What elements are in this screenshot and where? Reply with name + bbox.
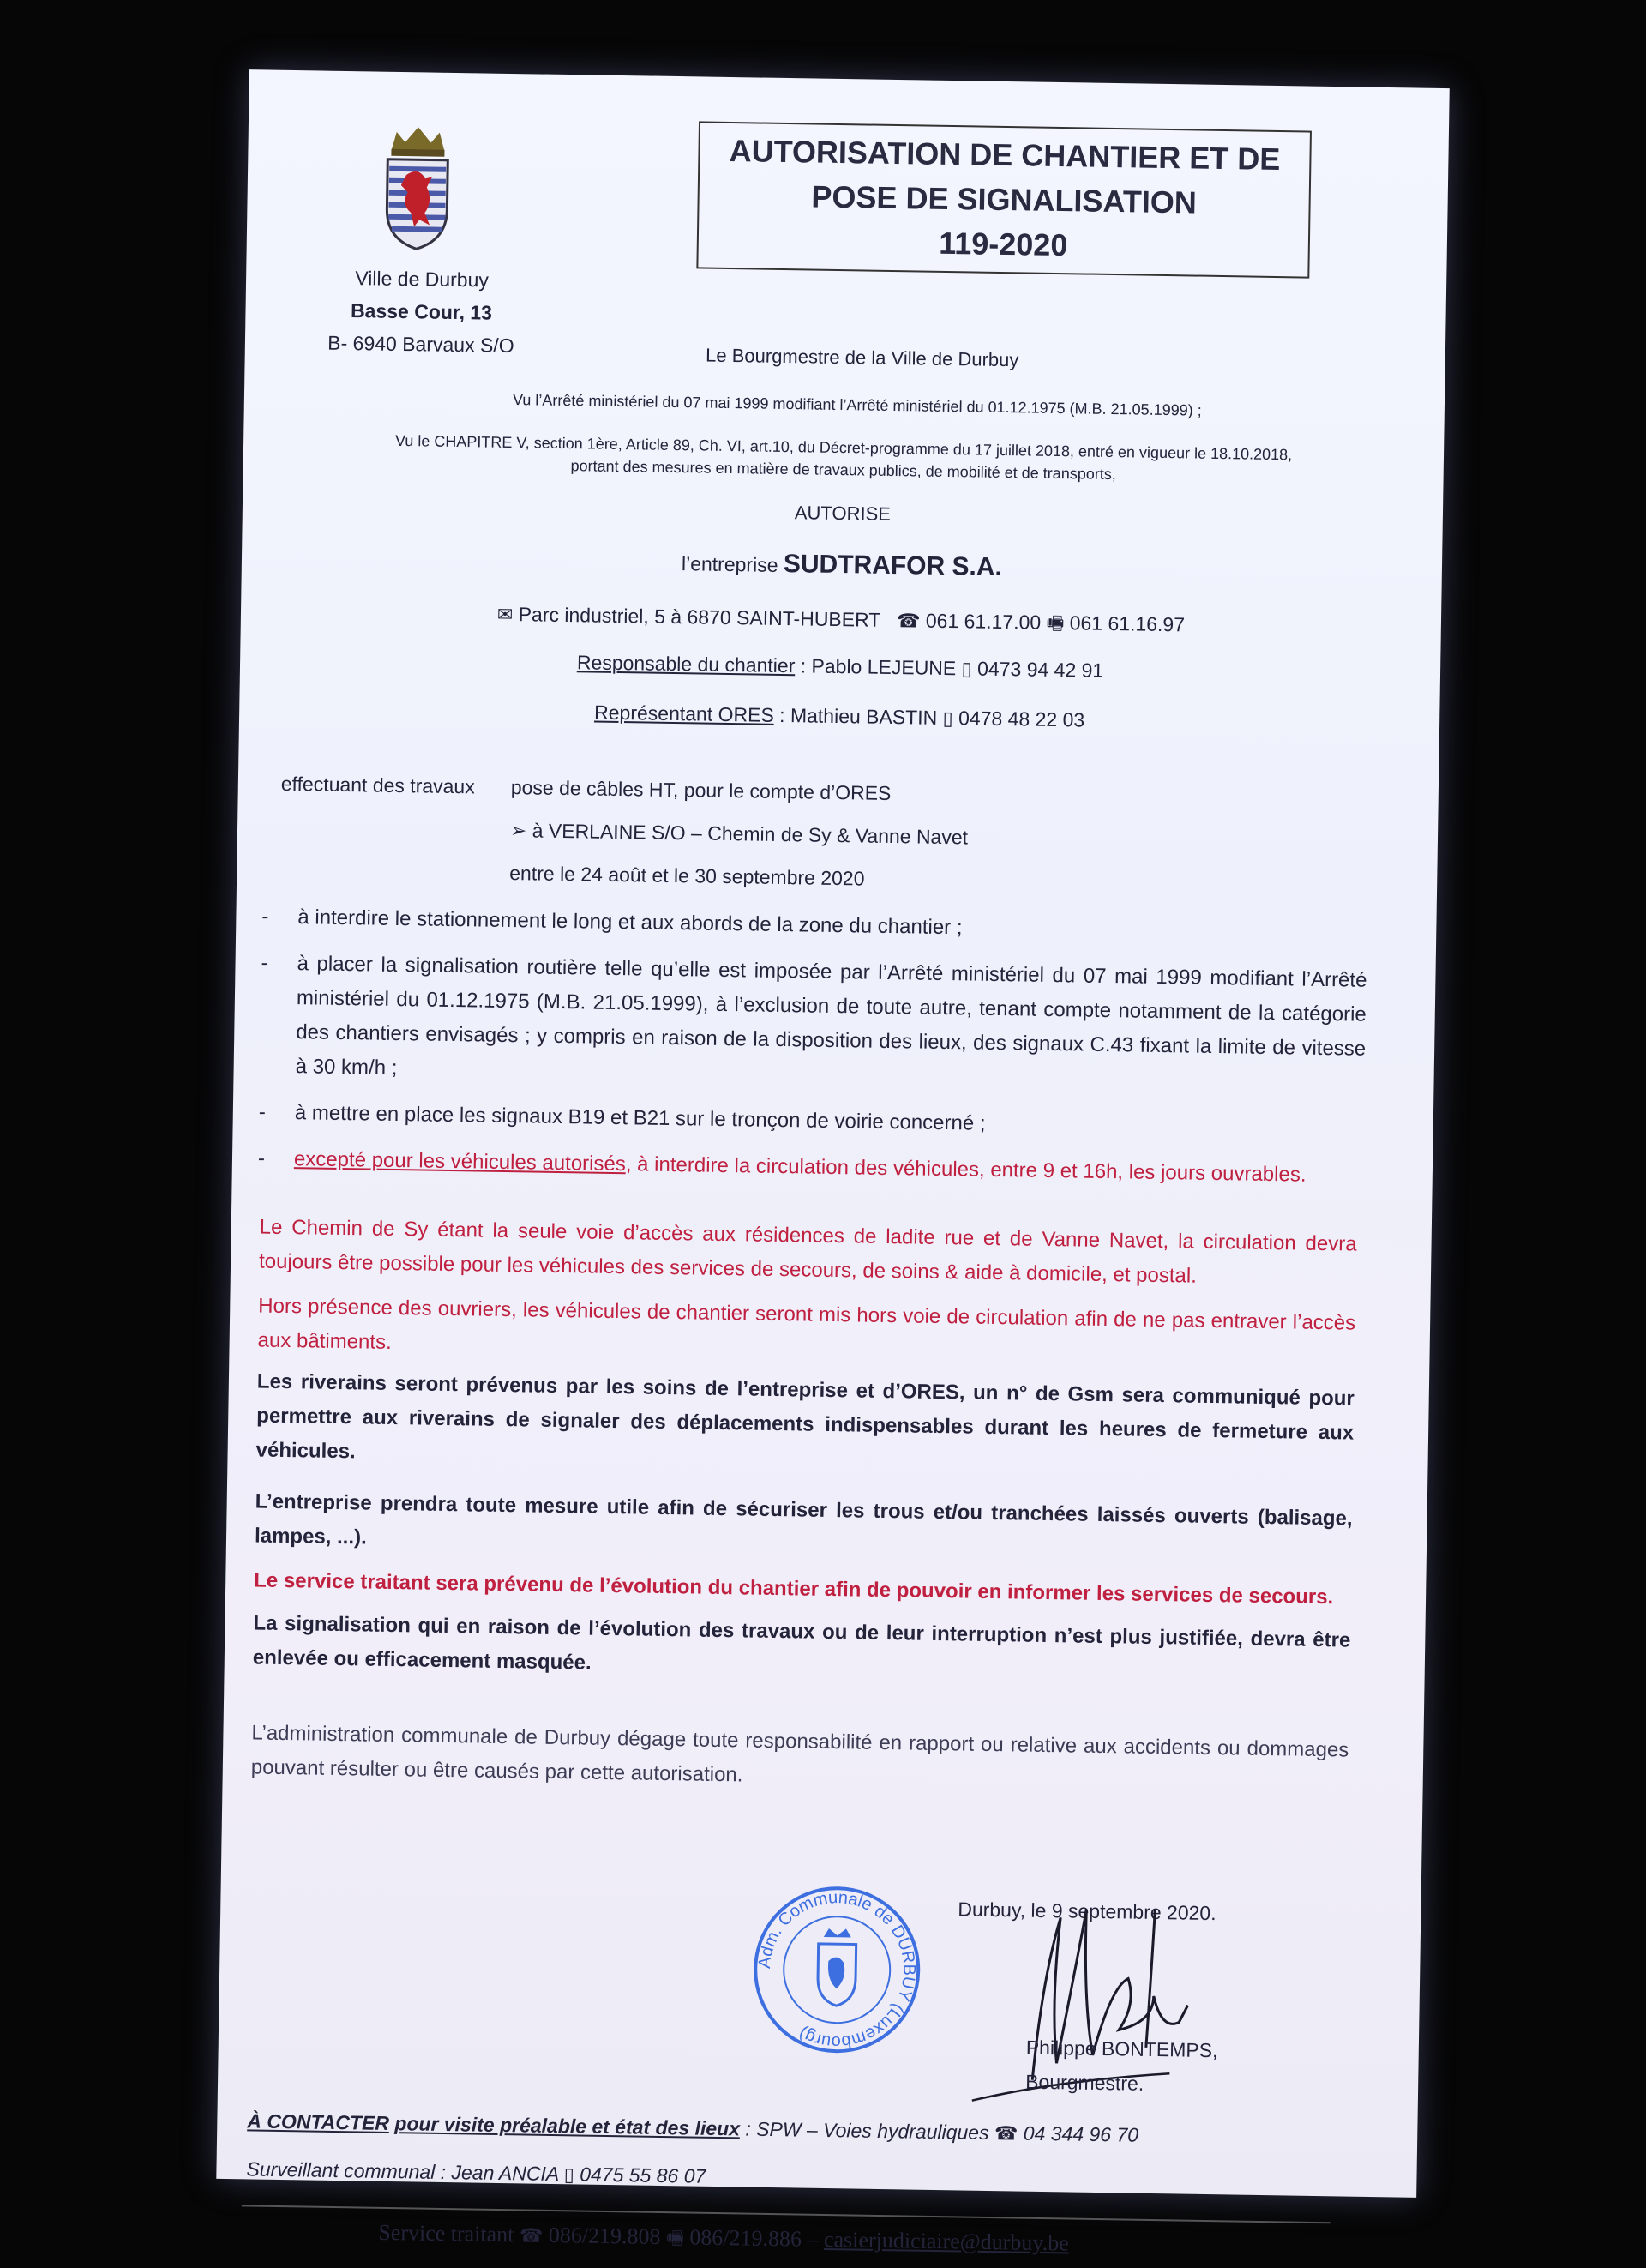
paragraph-signage: La signalisation qui en raison de l’évolution des travaux ou de leur interruption n’est plus justifiée, devra être enlevée ou efficacement masquée. xyxy=(252,1611,1351,1675)
phone-icon: ☎ xyxy=(896,611,921,633)
document-title-box xyxy=(696,121,1312,278)
autorise-heading: AUTORISE xyxy=(794,502,892,525)
company-line xyxy=(242,541,1442,589)
arrow-bullet-icon: ➢ xyxy=(509,819,527,842)
title-number: 119-2020 xyxy=(938,225,1068,263)
contact-label: À CONTACTER xyxy=(247,2109,390,2135)
place-date: Durbuy, le 9 septembre 2020. xyxy=(958,1898,1216,1925)
company-fax: 061 61.16.97 xyxy=(1069,611,1186,636)
surveillant-name: Surveillant communal : Jean ANCIA xyxy=(246,2157,559,2186)
representant-label: Représentant ORES xyxy=(593,701,775,726)
legal-basis-2b: portant des mesures en matière de travaux publics, de mobilité et de transports, xyxy=(570,457,1116,484)
paragraph-access: Le Chemin de Sy étant la seule voie d’accès aux résidences de ladite rue et de Vanne Navet, la circulation devra toujours être possible pour les véhicules des services de secours, de soins & aide à domicile, et postal. xyxy=(258,1215,1357,1288)
responsable-line xyxy=(240,646,1440,688)
responsable-name: : Pablo LEJEUNE xyxy=(800,654,957,680)
legal-basis-1: Vu l’Arrêté ministériel du 07 mai 1999 modifiant l’Arrêté ministériel du 01.12.1975 (M.B. 21.05.1999) ; xyxy=(512,391,1202,419)
legal-basis-2a: Vu le CHAPITRE V, section 1ère, Article 89, Ch. VI, art.10, du Décret-programme du 17 juillet 2018, entré en vigueur le 18.10.2018, xyxy=(394,431,1293,464)
condition-text: , à interdire la circulation des véhicules, entre 9 et 16h, les jours ouvrables. xyxy=(625,1152,1307,1187)
footer-line xyxy=(378,2216,1069,2263)
works-location-text: à VERLAINE S/O – Chemin de Sy & Vanne Navet xyxy=(532,819,969,849)
responsable-phone: 0473 94 42 91 xyxy=(976,657,1104,682)
document-page xyxy=(216,69,1449,2256)
fax-icon: 🖷 xyxy=(665,2228,684,2250)
company-phone: 061 61.17.00 xyxy=(925,609,1042,634)
fax-icon: 🖷 xyxy=(1046,612,1065,635)
condition-item: - excepté pour les véhicules autorisés, à interdire la circulation des véhicules, entre 9 et 16h, les jours ouvrables. xyxy=(257,1146,1307,1187)
paragraph-vehicles: Hors présence des ouvriers, les véhicules de chantier seront mis hors voie de circulation afin de ne pas entraver l’accès aux bâtiments. xyxy=(257,1294,1356,1354)
contact-phone: 04 344 96 70 xyxy=(1023,2121,1139,2146)
responsable-label: Responsable du chantier xyxy=(576,651,796,677)
representant-phone: 0478 48 22 03 xyxy=(958,707,1085,731)
paragraph-service: Le service traitant sera prévenu de l’évolution du chantier afin de pouvoir en informer les services de secours. xyxy=(254,1568,1334,1609)
city-name: Ville de Durbuy xyxy=(355,267,490,292)
paragraph-liability: L’administration communale de Durbuy dégage toute responsabilité en rapport ou relative aux accidents ou dommages pouvant résulter ou être causés par cette autorisation. xyxy=(250,1721,1349,1787)
contact-purpose: pour visite préalable et état des lieux xyxy=(394,2112,741,2140)
phone-icon: ☎ xyxy=(519,2225,544,2247)
stamp-text: Adm. Communale de DURBUY (Luxembourg) xyxy=(755,1888,919,2052)
works-location xyxy=(510,813,969,854)
mobile-phone-icon: ▯ xyxy=(961,659,972,681)
condition-exception: excepté pour les véhicules autorisés xyxy=(293,1147,627,1176)
phone-icon: ☎ xyxy=(994,2123,1018,2145)
works-description: pose de câbles HT, pour le compte d’ORES xyxy=(510,776,892,805)
mayor-role: Bourgmestre. xyxy=(1024,2070,1144,2095)
mayor-name: Philippe BONTEMPS, xyxy=(1025,2036,1218,2062)
company-address: Parc industriel, 5 à 6870 SAINT-HUBERT xyxy=(518,603,881,631)
authority-line: Le Bourgmestre de la Ville de Durbuy xyxy=(705,344,1019,371)
condition-item: - à placer la signalisation routière telle qu’elle est imposée par l’Arrêté ministériel du 07 mai 1999 modifiant l’Arrêté ministériel du 01.12.1975 (M.B. 21.05.1999), à l’exclusion de toute autre, tenant compte notamment de la catégorie des chantiers envisagés ; y compris en raison de la disposition des lieux, des signaux C.43 fixant la limite de vitesse à 30 km/h ; xyxy=(259,946,1367,1100)
mobile-phone-icon: ▯ xyxy=(563,2164,574,2187)
footer-phone: 086/219.808 xyxy=(548,2222,661,2249)
contact-who: : SPW – Voies hydrauliques xyxy=(745,2117,989,2144)
surveillant-line xyxy=(246,2151,706,2194)
company-prefix: l’entreprise xyxy=(681,552,778,576)
condition-text: à placer la signalisation routière telle qu’elle est imposée par l’Arrêté ministériel du 07 mai 1999 modifiant l’Arrêté ministériel du 01.12.1975 (M.B. 21.05.1999), à l’exclusion de toute autre, tenant compte notamment de la catégorie des chantiers envisagés ; y compris en raison de la disposition des lieux, des signaux C.43 fixant la limite de vitesse à 30 km/h ; xyxy=(295,952,1367,1080)
condition-item: - à mettre en place les signaux B19 et B21 sur le tronçon de voirie concerné ; xyxy=(259,1095,1365,1146)
condition-text: à interdire le stationnement le long et aux abords de la zone du chantier ; xyxy=(297,905,963,940)
company-name: SUDTRAFOR S.A. xyxy=(783,550,1003,582)
conditions-list xyxy=(257,900,1367,1206)
paragraph-residents: Les riverains seront prévenus par les soins de l’entreprise et d’ORES, un n° de Gsm sera communiqué pour permettre aux riverains de signaler des déplacements indispensables durant les heures de fermeture aux véhicules. xyxy=(255,1369,1355,1464)
title-line-2: POSE DE SIGNALISATION xyxy=(811,178,1198,220)
condition-text: à mettre en place les signaux B19 et B21 sur le tronçon de voirie concerné ; xyxy=(294,1101,986,1135)
company-contact-line xyxy=(241,596,1441,647)
title-line-1: AUTORISATION DE CHANTIER ET DE xyxy=(729,132,1281,177)
surveillant-phone: 0475 55 86 07 xyxy=(580,2163,706,2187)
official-stamp xyxy=(750,1883,924,2057)
footer-service-label: Service traitant xyxy=(378,2219,514,2247)
mobile-phone-icon: ▯ xyxy=(942,707,953,731)
condition-item: - à interdire le stationnement le long et aux abords de la zone du chantier ; xyxy=(261,900,1367,952)
representant-line xyxy=(239,695,1439,737)
footer-email-link[interactable]: casierjudiciaire@durbuy.be xyxy=(823,2226,1069,2256)
works-label: effectuant des travaux xyxy=(280,772,475,798)
representant-name: : Mathieu BASTIN xyxy=(778,703,938,729)
durbuy-coat-of-arms-icon xyxy=(380,123,455,253)
city-address-postal: B- 6940 Barvaux S/O xyxy=(327,331,514,358)
footer-fax: 086/219.886 – xyxy=(689,2224,819,2252)
paragraph-safety: L’entreprise prendra toute mesure utile afin de sécuriser les trous et/ou tranchées laissés ouverts (balisage, lampes, ...). xyxy=(254,1489,1353,1549)
city-address-street: Basse Cour, 13 xyxy=(350,299,493,324)
works-period: entre le 24 août et le 30 septembre 2020 xyxy=(509,862,865,890)
mail-icon: ✉ xyxy=(496,604,514,627)
